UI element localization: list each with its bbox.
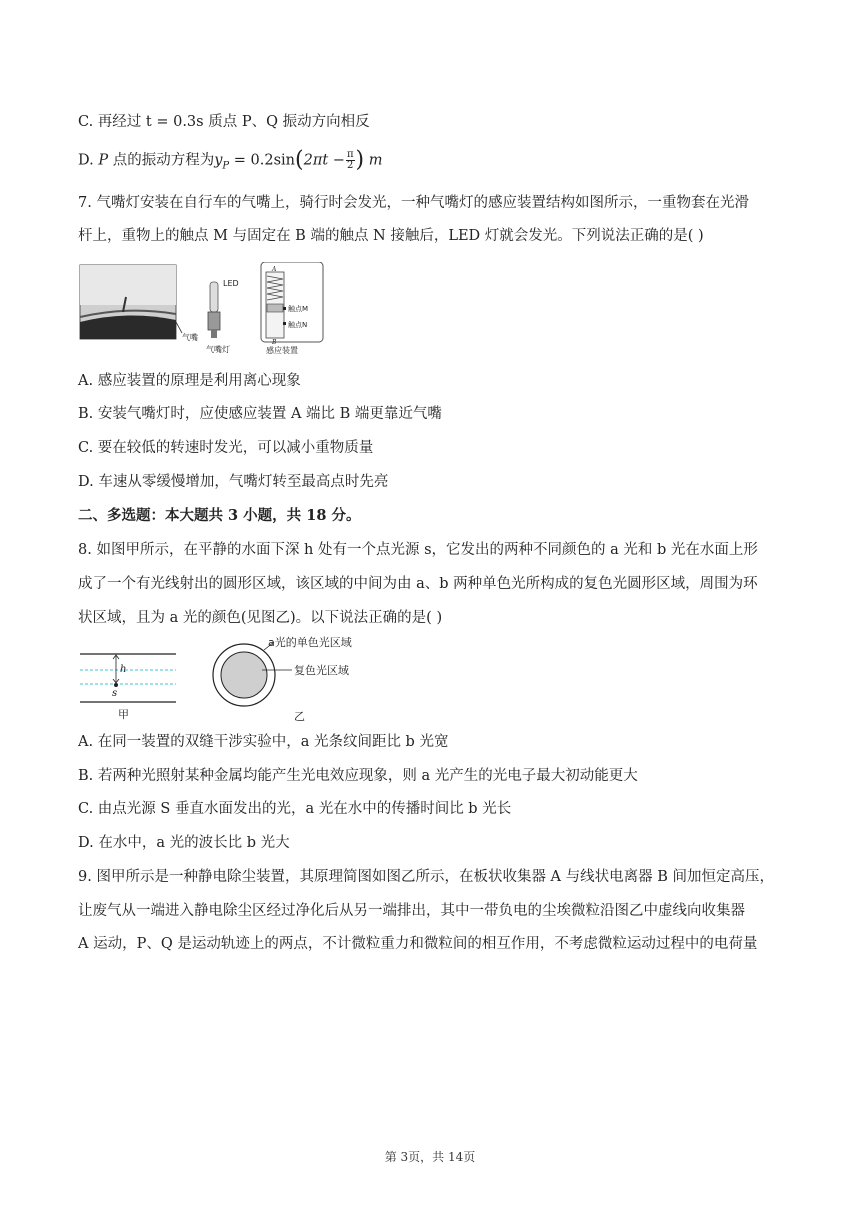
q9-stem-line3: A 运动，P、Q 是运动轨迹上的两点，不计微粒重力和微粒间的相互作用，不考虑微粒运动过程中的电荷量 <box>78 936 758 952</box>
q8-option-d: D. 在水中，a 光的波长比 b 光大 <box>78 835 290 851</box>
point-source <box>114 683 118 687</box>
q8-figure <box>78 632 398 724</box>
q7-figure <box>78 262 328 357</box>
q6-option-d: D. P 点的振动方程为$y_P = 0.2\sin(2\pi t$ − $\frac{\pi}{2}$ ) m <box>78 147 383 173</box>
q6-option-d-prefix: D. <box>78 152 99 169</box>
lamp-body <box>210 282 218 312</box>
q8-option-a: A. 在同一装置的双缝干涉实验中，a 光条纹间距比 b 光宽 <box>78 734 449 750</box>
q6-frac-num: π <box>346 149 354 160</box>
q6-option-d-sub: P <box>222 160 230 172</box>
q9-stem-line2: 让废气从一端进入静电除尘区经过净化后从另一端排出，其中一带负电的尘埃微粒沿图乙中虚线向收集器 <box>78 903 745 919</box>
q7-figure-svg <box>78 262 328 357</box>
q7-stem-line1: 7. 气嘴灯安装在自行车的气嘴上，骑行时会发光，一种气嘴灯的感应装置结构如图所示，一重物套在光滑 <box>78 195 749 211</box>
q8-stem-line3: 状区域，且为 a 光的颜色(见图乙)。以下说法正确的是( ) <box>78 610 443 626</box>
q8-option-b: B. 若两种光照射某种金属均能产生光电效应现象，则 a 光产生的光电子最大初动能更大 <box>78 768 638 784</box>
q7-label-b: B <box>272 339 277 346</box>
q8-option-c: C. 由点光源 S 垂直水面发出的光，a 光在水中的传播时间比 b 光长 <box>78 801 512 817</box>
q8-label-yi: 乙 <box>294 710 305 723</box>
q6-option-d-var: P <box>98 152 109 169</box>
q7-option-a: A. 感应装置的原理是利用离心现象 <box>78 373 301 389</box>
q8-stem-line2: 成了一个有光线射出的圆形区域，该区域的中间为由 a、b 两种单色光所构成的复色光圆形区域，周围为环 <box>78 576 758 592</box>
q8-label-jia: 甲 <box>118 708 129 721</box>
q6-option-d-inner: 2πt − <box>303 152 345 169</box>
q6-frac-den: 2 <box>347 160 354 171</box>
q6-option-d-unit: m <box>368 152 383 169</box>
q8-stem-line1: 8. 如图甲所示，在平静的水面下深 h 处有一个点光源 s，它发出的两种不同颜色的 a 光和 b 光在水面上形 <box>78 542 758 558</box>
q8-label-s: s <box>112 688 118 699</box>
q6-option-c: C. 再经过 t = 0.3s 质点 P、Q 振动方向相反 <box>78 114 370 130</box>
q6-option-d-eq: y <box>214 152 223 169</box>
q7-label-m: 触点M <box>288 305 309 313</box>
q7-label-led: LED <box>223 279 239 288</box>
q7-label-lamp: 气嘴灯 <box>206 345 230 354</box>
q7-option-c: C. 要在较低的转速时发光，可以减小重物质量 <box>78 440 374 456</box>
q7-label-a: A <box>272 266 277 273</box>
q7-option-d: D. 车速从零缓慢增加，气嘴灯转至最高点时先亮 <box>78 474 389 490</box>
section2-heading: 二、多选题：本大题共 3 小题，共 18 分。 <box>78 507 361 524</box>
q6-option-d-fraction <box>346 150 355 171</box>
inner-circle <box>221 652 267 698</box>
q6-option-d-eq2: = 0.2sin <box>229 152 295 169</box>
q7-label-device: 感应装置 <box>266 346 298 355</box>
q8-label-ring: a光的单色光区域 <box>268 636 352 649</box>
q7-option-b: B. 安装气嘴灯时，应使感应装置 A 端比 B 端更靠近气嘴 <box>78 406 442 422</box>
q9-stem-line1: 9. 图甲所示是一种静电除尘装置，其原理简图如图乙所示，在板状收集器 A 与线状电离器 B 间加恒定高压， <box>78 869 775 885</box>
q7-label-n: 触点N <box>288 321 308 329</box>
q6-option-d-mid: 点的振动方程为 <box>108 152 215 169</box>
q8-label-h: h <box>120 664 127 675</box>
page-footer: 第 3页，共 14页 <box>384 1150 476 1164</box>
q7-stem-line2: 杆上，重物上的触点 M 与固定在 B 端的触点 N 接触后，LED 灯就会发光。下列说法正确的是( ) <box>78 228 704 244</box>
q8-label-core: 复色光区域 <box>294 664 349 677</box>
q8-figure-svg <box>78 632 398 724</box>
q7-label-valve: 气嘴 <box>182 333 198 342</box>
